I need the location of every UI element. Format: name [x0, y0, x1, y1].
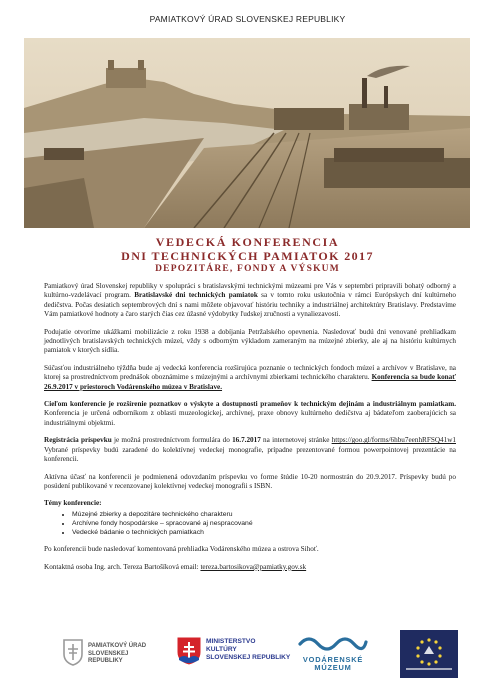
partner-logos — [0, 626, 495, 686]
org-header: PAMIATKOVÝ ÚRAD SLOVENSKEJ REPUBLIKY — [149, 14, 346, 24]
pu-emblem-icon — [62, 638, 84, 666]
conference-titles — [0, 236, 495, 275]
vodarenske-muzeum-logo: VODÁRENSKÉ MÚZEUM — [296, 632, 370, 676]
paragraph-participation: Aktívna účasť na konferencii je podmienená odovzdaním príspevku vo forme štúdie 10-20 normostrán do 20.9.2017. Príspevky budú po posúdení publikované v recenzovanej kolektívnej vedeckej monografii s ISBN. — [44, 472, 456, 490]
european-heritage-days-logo — [400, 630, 458, 678]
topics-title: Témy konferencie: — [44, 499, 102, 508]
pamiatkovy-urad-logo: PAMIATKOVÝ ÚRAD SLOVENSKEJ REPUBLIKY — [62, 638, 162, 668]
conference-subtitle: DNI TECHNICKÝCH PAMIATOK 2017 — [121, 249, 374, 263]
topic-item: • Múzejné zbierky a depozitáre technického charakteru — [72, 510, 456, 519]
eu-stars-icon — [400, 630, 458, 678]
paragraph-goal: Cieľom konferencie je rozšírenie poznatkov o výskyte a dostupnosti prameňov k technickým dejinám a industriálnym pamiatkam. Konferencia je určená odborníkom z oblasti muzeologickej, archívnej, praxe obnovy kultúrneho dedičstva aj bádateľom zaoberajúcich sa industriálnymi objektmi. — [44, 400, 456, 427]
paragraph-conference: Súčasťou industriálneho týždňa bude aj vedecká konferencia rozširujúca poznanie o technických fondoch múzeí a archívov v Bratislave, na ktorej sa prostredníctvom prednášok oboznámime s múzejnými a archívnymi zbierkami technického charakteru. Konferencia sa bude konať 26.9.2017 v priestoroch Vodárenského múzea v Bratislave. — [44, 363, 456, 391]
paragraph-tour: Po konferencii bude nasledovať komentovaná prehliadka Vodárenského múzea a ostrova Sihoť. — [44, 545, 319, 554]
conference-theme: DEPOZITÁRE, FONDY A VÝSKUM — [155, 264, 340, 274]
registration-link[interactable]: https://goo.gl/forms/6hbu7eenhRFSQ41w1 — [331, 436, 456, 445]
contact-email-link[interactable]: tereza.bartosikova@pamiatky.gov.sk — [200, 562, 307, 571]
topics-list — [44, 510, 456, 538]
wave-icon — [296, 632, 370, 654]
topic-item: • Archívne fondy hospodárske – spracované aj nespracované — [72, 519, 456, 528]
conference-title: VEDECKÁ KONFERENCIA — [155, 235, 340, 249]
slovak-coat-of-arms-icon — [176, 636, 202, 666]
body-text — [44, 282, 456, 580]
paragraph-program: Podujatie otvoríme ukážkami mobilizácie z roku 1938 a dobíjania Petržalského opevnenia. Nasledovať budú dni venované prehliadkam jednotlivých bratislavských technických múzeí, vždy s odborným výkladom zameraným na múzejné zbierky, ale aj na históriu kultúrnych pamiatok v ktorých sídlia. — [44, 327, 456, 355]
ministry-culture-logo: MINISTERSTVO KULTÚRY SLOVENSKEJ REPUBLIKY — [176, 636, 296, 670]
paragraph-registration: Registrácia príspevku je možná prostredníctvom formulára do 16.7.2017 na internetovej stránke https://goo.gl/forms/6hbu7eenhRFSQ41w1 Vybrané príspevky budú zaradené do kolektívnej vedeckej monografie, prípadne prezentované formou powerpointovej prezentácie na konferencii. — [44, 436, 456, 464]
topic-item: • Vedecké bádanie o technických pamiatkach — [72, 528, 456, 537]
historic-photo — [24, 38, 470, 228]
contact-line: Kontaktná osoba Ing. arch. Tereza Bartošíková email: tereza.bartosikova@pamiatky.gov.sk — [44, 562, 307, 571]
paragraph-intro: Pamiatkový úrad Slovenskej republiky v spolupráci s bratislavskými technickými múzeami pre Vás v septembri pripravili bohatý odborný a kultúrno-vzdelávací program. Bratislavské dni technických pamiatok sa v tomto roku uskutočnia v rámci Európskych dní kultúrneho dedičstva. Počas desiatich septembrových dní s nami môžete objavovať históriu techniky a industriálnej architektúry Bratislavy. Predstavíme Vám pamiatkové hodnoty a čaro starých čias cez úžasné výdobytky ľudskej zručnosti a vynaliezavosti. — [44, 282, 456, 319]
